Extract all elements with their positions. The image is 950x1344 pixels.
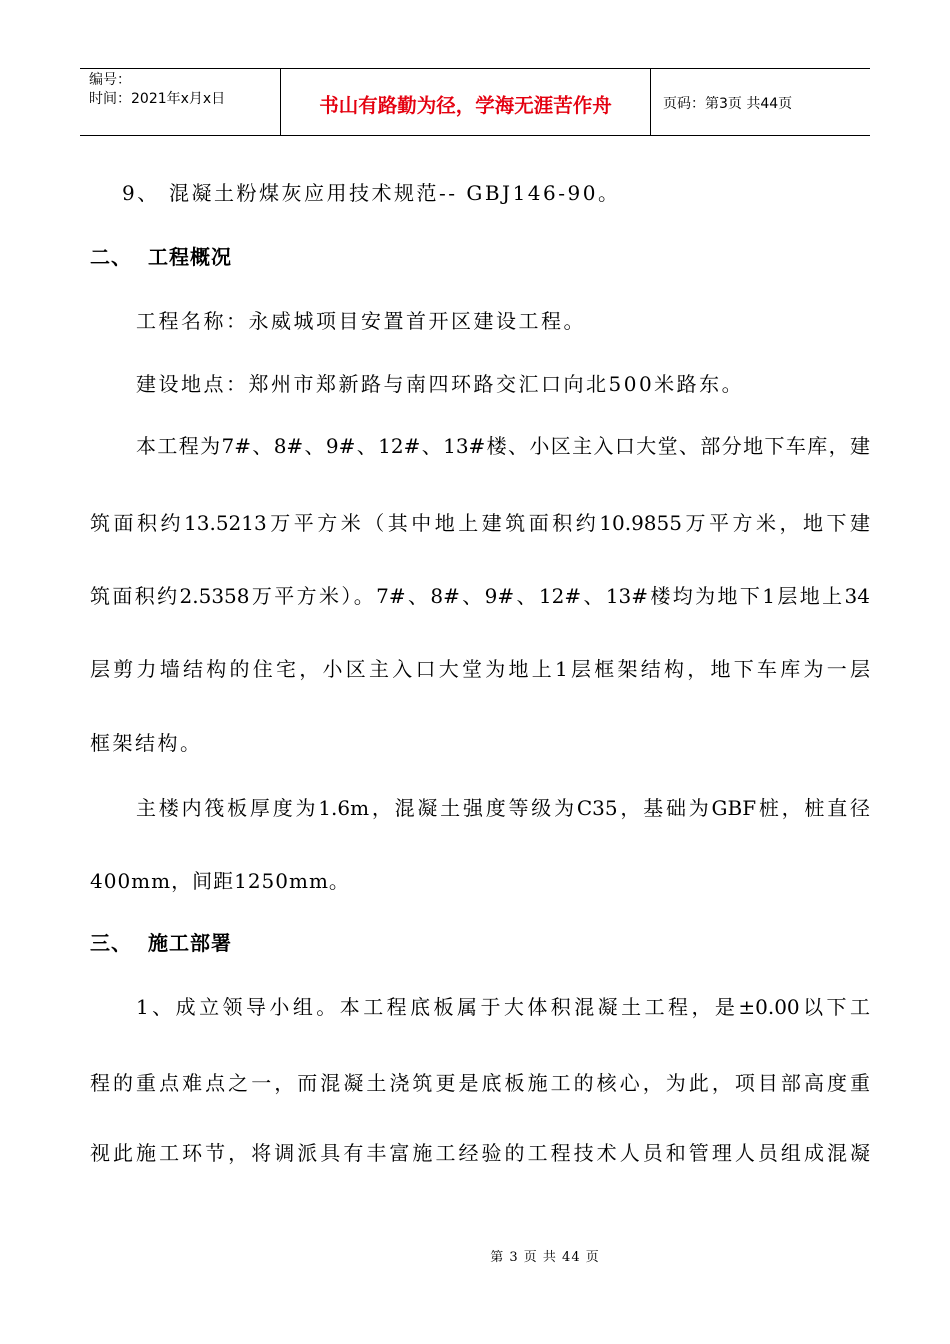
document-date-label: 时间：2021年x月x日 <box>89 91 226 107</box>
list-item-9 <box>122 180 902 206</box>
paragraph-line: 框架结构。 <box>90 731 203 755</box>
project-location-line: 建设地点：郑州市郑新路与南四环路交汇口向北500米路东。 <box>136 372 745 396</box>
paragraph-line: 层剪力墙结构的住宅，小区主入口大堂为地上1层框架结构，地下车库为一层 <box>90 657 870 681</box>
section-number: 二、 <box>90 245 132 269</box>
section-title: 工程概况 <box>148 245 232 269</box>
paragraph-line: 筑面积约2.5358万平方米）。7#、8#、9#、12#、13#楼均为地下1层地上34 <box>90 584 870 608</box>
list-item-number: 9、 <box>122 181 160 205</box>
section-title: 施工部署 <box>148 931 232 955</box>
section-heading-3 <box>90 930 870 956</box>
header-meta <box>80 69 281 135</box>
section-heading-2 <box>90 244 870 270</box>
paragraph-line: 视此施工环节，将调派具有丰富施工经验的工程技术人员和管理人员组成混凝 <box>90 1141 870 1165</box>
paragraph-line: 主楼内筏板厚度为1.6m，混凝土强度等级为C35，基础为GBF桩，桩直径 <box>136 796 870 820</box>
paragraph-line: 筑面积约13.5213万平方米（其中地上建筑面积约10.9855万平方米，地下建 <box>90 511 870 535</box>
paragraph-line: 程的重点难点之一，而混凝土浇筑更是底板施工的核心，为此，项目部高度重 <box>90 1071 870 1095</box>
page-footer <box>0 1246 950 1265</box>
page-header <box>80 68 870 136</box>
footer-page-number: 第 3 页 共 44 页 <box>490 1250 600 1265</box>
document-number-label: 编号： <box>89 72 131 88</box>
paragraph-line: 400mm，间距1250mm。 <box>90 869 350 893</box>
project-name-line: 工程名称：永威城项目安置首开区建设工程。 <box>136 309 586 333</box>
header-page-number: 页码：第3页 共44页 <box>663 96 793 112</box>
paragraph-line: 1、成立领导小组。本工程底板属于大体积混凝土工程，是±0.00以下工 <box>136 995 870 1019</box>
section-number: 三、 <box>90 931 132 955</box>
header-motto: 书山有路勤为径，学海无涯苦作舟 <box>281 69 651 135</box>
list-item-text: 混凝土粉煤灰应用技术规范-- GBJ146-90。 <box>169 181 621 205</box>
paragraph-line: 本工程为7#、8#、9#、12#、13#楼、小区主入口大堂、部分地下车库，建 <box>136 434 870 458</box>
